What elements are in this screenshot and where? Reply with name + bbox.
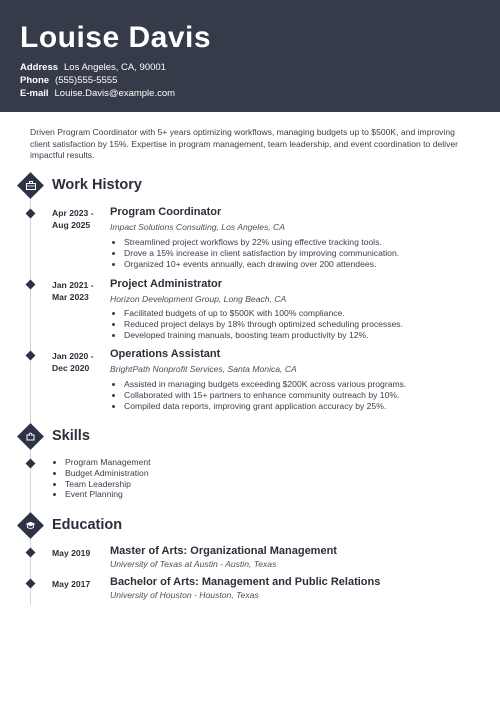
job-date: Jan 2020 - Dec 2020 <box>52 351 94 373</box>
education-degree: Master of Arts: Organizational Management <box>110 545 337 557</box>
job-company: Impact Solutions Consulting, Los Angeles, CA <box>110 222 285 232</box>
list-item: • Team Leadership <box>65 479 151 490</box>
skills-list <box>52 457 151 500</box>
job-title: Program Coordinator <box>110 206 222 218</box>
list-item: • Reduced project delays by 18% through optimized scheduling processes. <box>124 319 494 330</box>
list-item: • Event Planning <box>65 489 151 500</box>
contact-address-value: Los Angeles, CA, 90001 <box>64 62 166 73</box>
timeline-marker <box>26 351 36 361</box>
graduation-cap-icon <box>21 516 40 535</box>
education-degree: Bachelor of Arts: Management and Public Relations <box>110 576 381 588</box>
contact-email-value: Louise.Davis@example.com <box>54 88 176 99</box>
puzzle-icon <box>21 427 40 446</box>
timeline-marker <box>26 459 36 469</box>
job-company: Horizon Development Group, Long Beach, CA <box>110 294 287 304</box>
list-item: • Streamlined project workflows by 22% using effective tracking tools. <box>124 237 494 248</box>
job-company: BrightPath Nonprofit Services, Santa Monica, CA <box>110 364 297 374</box>
education-date: May 2019 <box>52 548 91 558</box>
list-item: • Drove a 15% increase in client satisfaction by improving communication. <box>124 248 494 259</box>
education-school: University of Texas at Austin - Austin, Texas <box>110 559 277 569</box>
contact-phone-value: (555)555-5555 <box>55 75 118 86</box>
timeline-marker <box>26 548 36 558</box>
job-title: Project Administrator <box>110 278 223 290</box>
education-date: May 2017 <box>52 579 91 589</box>
skills-title: Skills <box>52 428 90 444</box>
list-item: • Assisted in managing budgets exceeding $200K across various programs. <box>124 379 494 390</box>
contact-phone-label: Phone <box>20 75 50 86</box>
job-bullets <box>110 379 494 412</box>
education-school: University of Houston - Houston, Texas <box>110 590 259 600</box>
job-bullets <box>110 237 494 270</box>
list-item: • Developed training manuals, boosting team productivity by 12%. <box>124 330 494 341</box>
timeline-marker <box>26 209 36 219</box>
contact-email-label: E-mail <box>20 88 49 99</box>
professional-summary: Driven Program Coordinator with 5+ years optimizing workflows, managing budgets up to $500K, and improving client satisfaction by 15%. Expertise in program management, team leadership, and event coordination to deliver impactful results. <box>30 127 459 160</box>
timeline-marker <box>26 579 36 589</box>
work-history-title: Work History <box>52 177 142 193</box>
timeline-line <box>30 190 31 605</box>
job-title: Operations Assistant <box>110 348 221 360</box>
job-bullets <box>110 308 494 341</box>
resume-header <box>0 0 500 112</box>
contact-phone <box>20 74 117 87</box>
list-item: • Collaborated with 15+ partners to enhance community outreach by 10%. <box>124 390 494 401</box>
briefcase-icon <box>21 176 40 195</box>
contact-email <box>20 87 175 100</box>
job-date: Jan 2021 - Mar 2023 <box>52 280 94 302</box>
contact-address-label: Address <box>20 62 59 73</box>
timeline-marker <box>26 280 36 290</box>
candidate-name: Louise Davis <box>20 21 212 54</box>
list-item: • Compiled data reports, improving grant application accuracy by 25%. <box>124 401 494 412</box>
list-item: • Facilitated budgets of up to $500K with 100% compliance. <box>124 308 494 319</box>
list-item: • Organized 10+ events annually, each drawing over 200 attendees. <box>124 259 494 270</box>
list-item: • Budget Administration <box>65 468 151 479</box>
contact-address <box>20 61 166 74</box>
job-date: Apr 2023 - Aug 2025 <box>52 208 94 230</box>
list-item: • Program Management <box>65 457 151 468</box>
education-title: Education <box>52 517 123 533</box>
